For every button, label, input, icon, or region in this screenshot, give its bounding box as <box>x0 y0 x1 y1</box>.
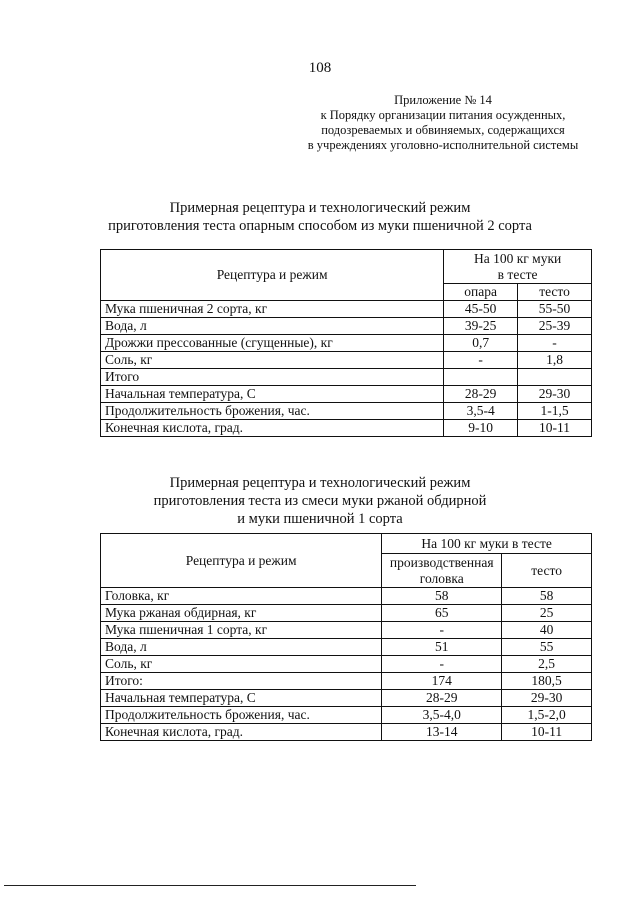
row-label: Дрожжи прессованные (сгущенные), кг <box>101 335 444 352</box>
table-row <box>101 369 592 386</box>
row-value: 1-1,5 <box>518 403 592 420</box>
row-value: 10-11 <box>502 724 592 741</box>
row-value: 29-30 <box>502 690 592 707</box>
table1-header-group-line: в тесте <box>497 266 538 282</box>
row-value: - <box>518 335 592 352</box>
recipe-table-1 <box>100 249 592 437</box>
appendix-line: подозреваемых и обвиняемых, содержащихся <box>321 123 565 137</box>
row-label: Начальная температура, С <box>101 386 444 403</box>
row-value: 39-25 <box>444 318 518 335</box>
table-row <box>101 656 592 673</box>
section1-title <box>0 199 640 235</box>
table-row <box>101 301 592 318</box>
table-row <box>101 403 592 420</box>
section1-title-line: приготовления теста опарным способом из муки пшеничной 2 сорта <box>108 218 532 234</box>
section2-title <box>0 474 640 528</box>
row-label: Продолжительность брожения, час. <box>101 403 444 420</box>
appendix-header <box>298 93 588 153</box>
row-value: - <box>444 352 518 369</box>
table-row <box>101 690 592 707</box>
section1-title-line: Примерная рецептура и технологический режим <box>169 200 471 216</box>
table1-header-group <box>444 250 592 284</box>
row-label: Конечная кислота, град. <box>101 420 444 437</box>
row-label: Итого: <box>101 673 382 690</box>
table-row <box>101 639 592 656</box>
row-label: Вода, л <box>101 318 444 335</box>
row-value: 28-29 <box>382 690 502 707</box>
row-value: 13-14 <box>382 724 502 741</box>
section2-title-line: и муки пшеничной 1 сорта <box>237 511 403 527</box>
table-row <box>101 724 592 741</box>
table1-col-header: опара <box>444 284 518 301</box>
row-value <box>518 369 592 386</box>
table-row <box>101 622 592 639</box>
row-value: 0,7 <box>444 335 518 352</box>
page-number: 108 <box>308 60 332 76</box>
table-row <box>101 335 592 352</box>
row-label: Головка, кг <box>101 588 382 605</box>
row-value: 180,5 <box>502 673 592 690</box>
row-value: 58 <box>502 588 592 605</box>
table-row <box>101 673 592 690</box>
row-value: 3,5-4,0 <box>382 707 502 724</box>
table-row <box>101 420 592 437</box>
table-row <box>101 605 592 622</box>
row-value <box>444 369 518 386</box>
row-label: Мука пшеничная 2 сорта, кг <box>101 301 444 318</box>
row-value: 174 <box>382 673 502 690</box>
row-label: Мука пшеничная 1 сорта, кг <box>101 622 382 639</box>
table-row <box>101 352 592 369</box>
row-value: 65 <box>382 605 502 622</box>
row-value: 10-11 <box>518 420 592 437</box>
row-label: Конечная кислота, град. <box>101 724 382 741</box>
row-value: 1,8 <box>518 352 592 369</box>
table2-header-label: Рецептура и режим <box>101 534 382 588</box>
table2-col-header-line: производственная <box>389 554 494 570</box>
section2-title-line: Примерная рецептура и технологический режим <box>169 475 471 491</box>
row-value: 3,5-4 <box>444 403 518 420</box>
row-label: Начальная температура, С <box>101 690 382 707</box>
row-value: 1,5-2,0 <box>502 707 592 724</box>
row-value: 2,5 <box>502 656 592 673</box>
appendix-line: в учреждениях уголовно-исполнительной системы <box>307 138 579 152</box>
table-row <box>101 707 592 724</box>
row-value: 45-50 <box>444 301 518 318</box>
table-row <box>101 386 592 403</box>
table-row <box>101 318 592 335</box>
table1-header-label: Рецептура и режим <box>101 250 444 301</box>
row-value: - <box>382 622 502 639</box>
table1-header-group-line: На 100 кг муки <box>473 250 562 266</box>
recipe-table-2 <box>100 533 592 741</box>
row-value: 9-10 <box>444 420 518 437</box>
row-value: 55 <box>502 639 592 656</box>
table2-header-group: На 100 кг муки в тесте <box>382 534 592 554</box>
row-value: 25-39 <box>518 318 592 335</box>
row-value: 51 <box>382 639 502 656</box>
footer-rule <box>4 885 416 886</box>
table2-col-header: тесто <box>502 554 592 588</box>
row-value: 28-29 <box>444 386 518 403</box>
row-label: Вода, л <box>101 639 382 656</box>
row-label: Продолжительность брожения, час. <box>101 707 382 724</box>
row-value: 29-30 <box>518 386 592 403</box>
row-value: 40 <box>502 622 592 639</box>
table1-col-header: тесто <box>518 284 592 301</box>
appendix-line: к Порядку организации питания осужденных, <box>320 108 566 122</box>
row-label: Соль, кг <box>101 656 382 673</box>
row-value: - <box>382 656 502 673</box>
table2-col-header-line: головка <box>419 570 464 586</box>
row-value: 55-50 <box>518 301 592 318</box>
row-label: Соль, кг <box>101 352 444 369</box>
row-label: Мука ржаная обдирная, кг <box>101 605 382 622</box>
row-value: 58 <box>382 588 502 605</box>
table2-col-header <box>382 554 502 588</box>
table-row <box>101 588 592 605</box>
section2-title-line: приготовления теста из смеси муки ржаной обдирной <box>153 493 487 509</box>
row-label: Итого <box>101 369 444 386</box>
row-value: 25 <box>502 605 592 622</box>
appendix-line: Приложение № 14 <box>394 93 492 107</box>
